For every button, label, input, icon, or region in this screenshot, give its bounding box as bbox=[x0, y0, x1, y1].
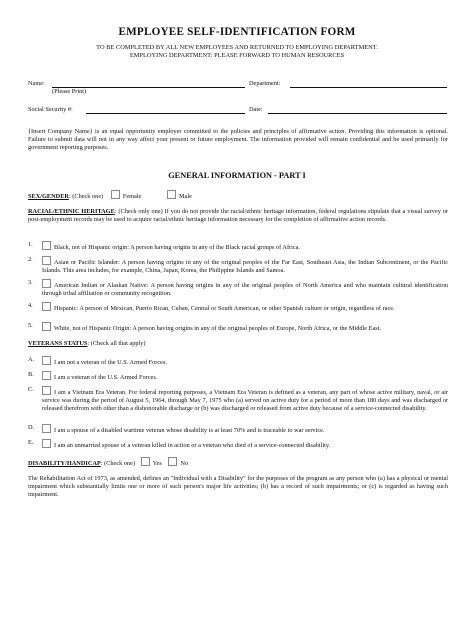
race-item-3-num: 3. bbox=[28, 279, 33, 286]
veterans-item-e-text: I am an unmarried spouse of a veteran killed in action or a veteran who died of a service-connected disability. bbox=[54, 442, 331, 449]
race-item-5-text: White, not of Hispanic Origin: A person having origins in any of the original peoples of Europe, North Africa, or the Middle East. bbox=[54, 325, 382, 332]
yes-label: Yes bbox=[152, 460, 162, 467]
veterans-item-e bbox=[28, 439, 448, 448]
ssn-label: Social Security #: bbox=[28, 106, 73, 113]
race-item-1-text: Black, not of Hispanic origin: A person having origins in any of the Black racial groups of Africa. bbox=[54, 244, 301, 251]
female-label: Female bbox=[122, 193, 142, 200]
form-title: EMPLOYEE SELF-IDENTIFICATION FORM bbox=[118, 26, 356, 38]
disability-instruction: : (Check one) bbox=[100, 460, 136, 467]
race-2-checkbox[interactable] bbox=[42, 256, 51, 265]
race-item-5-num: 5. bbox=[28, 322, 33, 329]
male-checkbox[interactable] bbox=[167, 190, 176, 199]
race-instruction: : (Check only one) If you do not provide the racial/ethnic heritage information, federal regulations stipulate that a visual survey or post-employment records may be used to acquire racial/ethnic heritage information necessary for the completion of affirmative action records. bbox=[28, 208, 449, 224]
race-3-checkbox[interactable] bbox=[42, 279, 51, 288]
form-subtitle bbox=[0, 44, 474, 60]
disability-row bbox=[28, 457, 188, 468]
race-4-checkbox[interactable] bbox=[42, 302, 51, 311]
veterans-d-checkbox[interactable] bbox=[42, 424, 51, 433]
male-label: Male bbox=[178, 193, 192, 200]
race-item-2 bbox=[28, 256, 448, 274]
race-item-5 bbox=[28, 322, 448, 331]
section-title: GENERAL INFORMATION - PART I bbox=[168, 171, 306, 180]
disability-heading: DISABILITY/HANDICAP bbox=[28, 460, 101, 467]
veterans-item-d bbox=[28, 424, 448, 433]
name-label: Name: bbox=[28, 80, 45, 87]
veterans-e-checkbox[interactable] bbox=[42, 439, 51, 448]
female-checkbox[interactable] bbox=[111, 190, 120, 199]
race-heading: RACIAL/ETHNIC HERITAGE bbox=[28, 208, 115, 215]
veterans-item-d-text: I am a spouse of a disabled wartime veteran whose disability is at least 70% and is traceable to war service. bbox=[54, 427, 325, 434]
race-item-1-num: 1. bbox=[28, 241, 33, 248]
race-item-1 bbox=[28, 241, 448, 250]
subtitle-line-2: EMPLOYING DEPARTMENT: PLEASE FORWARD TO HUMAN RESOURCES bbox=[129, 52, 345, 60]
veterans-row bbox=[28, 340, 146, 348]
race-item-4 bbox=[28, 302, 448, 320]
yes-checkbox[interactable] bbox=[141, 457, 150, 466]
race-item-3-text: American Indian or Alaskan Native: A person having origins in any of the original peoples of North America and who maintain cultural identification through tribal affiliation or community recognition. bbox=[42, 282, 448, 298]
veterans-item-c-num: C. bbox=[28, 386, 34, 393]
sex-row bbox=[28, 190, 192, 201]
race-item-2-text: Asian or Pacific Islander: A person having origins in any of the original peoples of the Far East, Southeast Asia, the Indian Subcontinent, or the Pacific Islands. This area includes, for example, China, Japan, Korea, the Philippine Islands and Samoa. bbox=[42, 259, 448, 275]
race-item-4-text: Hispanic: A person of Mexican, Puerto Rican, Cuban, Central or South American, or other Spanish culture or origin, regardless of race. bbox=[54, 305, 395, 312]
race-item-3 bbox=[28, 279, 448, 297]
name-hint: (Please Print) bbox=[52, 88, 87, 95]
veterans-b-checkbox[interactable] bbox=[42, 371, 51, 380]
disability-paragraph: The Rehabilitation Act of 1973, as amended, defines an "Individual with a Disability" for the purposes of the program as any person who (a) has a physical or mental impairment which substantially limits one or more of such person's major life activities; (b) has a record of such impairments; or (c) is regarded as having such impairment. bbox=[28, 475, 448, 499]
veterans-heading: VETERANS STATUS bbox=[28, 340, 88, 347]
race-item-4-num: 4. bbox=[28, 302, 33, 309]
veterans-item-a-num: A. bbox=[28, 356, 35, 363]
veterans-c-checkbox[interactable] bbox=[42, 386, 51, 395]
subtitle-line-1: TO BE COMPLETED BY ALL NEW EMPLOYEES AND RETURNED TO EMPLOYING DEPARTMENT. bbox=[96, 44, 378, 51]
no-checkbox[interactable] bbox=[168, 457, 177, 466]
veterans-instruction: : (Check all that apply) bbox=[87, 340, 146, 347]
sex-heading: SEX/GENDER bbox=[28, 193, 69, 200]
race-paragraph bbox=[28, 208, 448, 224]
ssn-field[interactable] bbox=[86, 113, 245, 114]
veterans-item-c-text: I am a Vietnam Era Veteran. For federal reporting purposes, a Vietnam Era Veteran is defined as a veteran, any part of whose active military, naval, or air service was during the period of August 5, 1964, through May 7, 1975 who (a) served on active duty for a period of more than 180 days and was discharged or released therefrom with other than a dishonorable discharge or (b) was discharged or released from active duty because of a service-connected disability. bbox=[42, 389, 448, 413]
race-5-checkbox[interactable] bbox=[42, 322, 51, 331]
veterans-item-e-num: E. bbox=[28, 439, 34, 446]
veterans-a-checkbox[interactable] bbox=[42, 356, 51, 365]
veterans-item-d-num: D. bbox=[28, 424, 35, 431]
veterans-item-b-text: I am a veteran of the U.S. Armed Forces. bbox=[54, 374, 158, 381]
veterans-item-a-text: I am not a veteran of the U.S. Armed Forces. bbox=[54, 359, 167, 366]
date-field[interactable] bbox=[268, 113, 447, 114]
sex-instruction: : (Check one) bbox=[68, 193, 104, 200]
department-field[interactable] bbox=[290, 87, 447, 88]
veterans-item-a bbox=[28, 356, 448, 365]
department-label: Department: bbox=[249, 80, 281, 87]
veterans-item-b-num: B. bbox=[28, 371, 34, 378]
veterans-item-b bbox=[28, 371, 448, 380]
intro-paragraph: {Insert Company Name} is an equal opportunity employer committed to the policies and principles of affirmative action. Providing this information is optional. Failure to submit data will not in any way affect your present or future employment. The information provided will remain confidential and be used primarily for government reporting purposes. bbox=[28, 128, 448, 152]
no-label: No bbox=[180, 460, 189, 467]
race-1-checkbox[interactable] bbox=[42, 241, 51, 250]
veterans-item-c bbox=[28, 386, 448, 420]
race-item-2-num: 2. bbox=[28, 256, 33, 263]
date-label: Date: bbox=[249, 106, 263, 113]
